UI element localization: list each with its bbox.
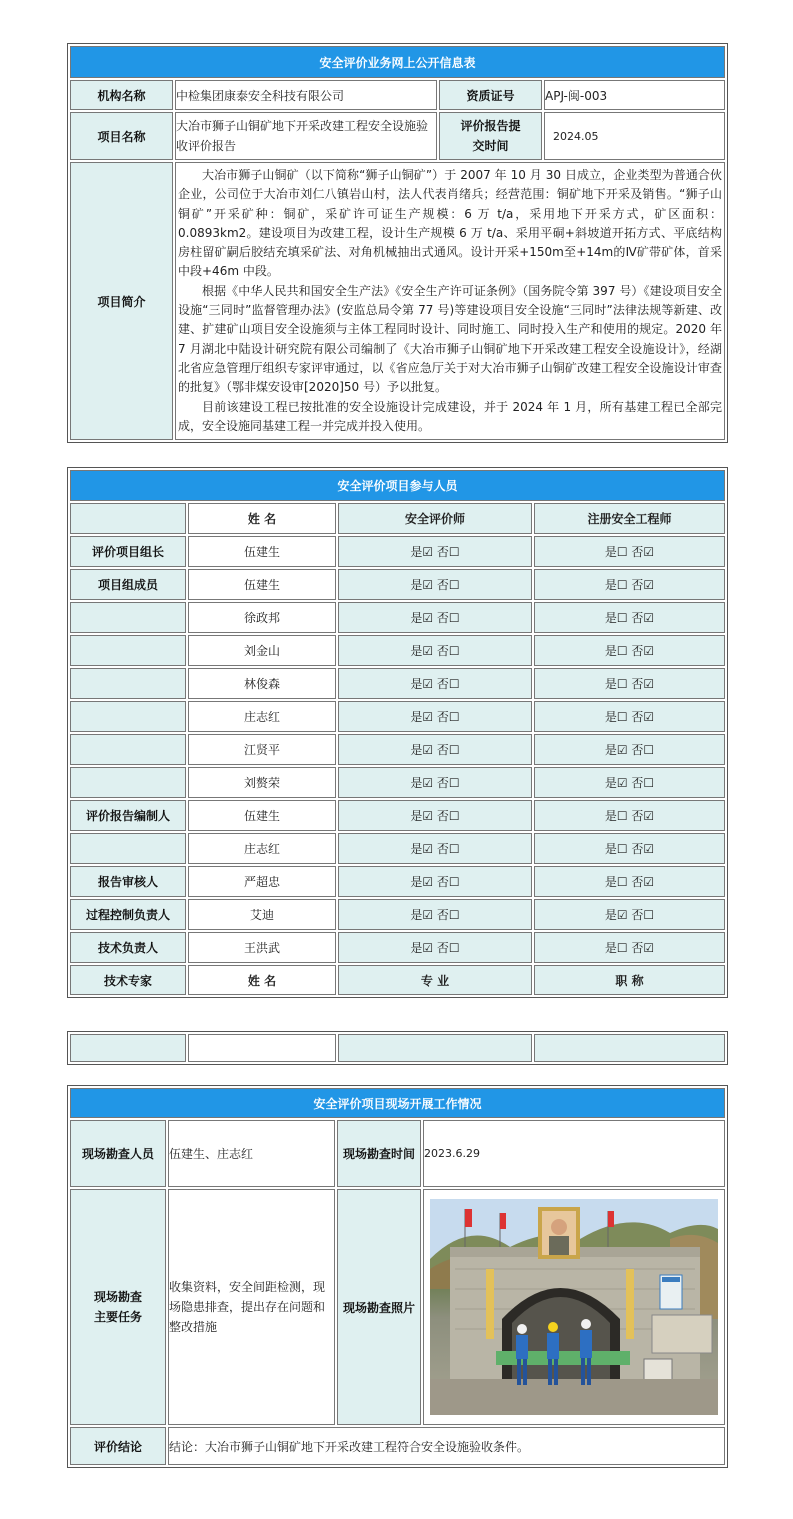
staff-evaluator-check: 是☑ 否☐ xyxy=(338,536,532,567)
staff-evaluator-check: 是☑ 否☐ xyxy=(338,668,532,699)
col-evaluator-header: 安全评价师 xyxy=(338,503,532,534)
staff-role: 报告审核人 xyxy=(70,866,186,897)
info-table xyxy=(67,43,728,443)
staff-name: 伍建生 xyxy=(188,569,336,600)
staff-engineer-check: 是☐ 否☑ xyxy=(534,668,725,699)
staff-role xyxy=(70,701,186,732)
staff-name: 林俊森 xyxy=(188,668,336,699)
staff-engineer-check: 是☐ 否☑ xyxy=(534,569,725,600)
expert-title-header: 职 称 xyxy=(534,965,725,995)
staff-engineer-check: 是☑ 否☐ xyxy=(534,767,725,798)
cert-label: 资质证号 xyxy=(439,80,542,110)
report-time-label: 评价报告提交时间 xyxy=(439,112,542,160)
staff-name: 徐政邦 xyxy=(188,602,336,633)
staff-engineer-check: 是☐ 否☑ xyxy=(534,602,725,633)
project-name-value: 大冶市狮子山铜矿地下开采改建工程安全设施验收评价报告 xyxy=(175,112,437,160)
staff-row xyxy=(70,800,725,831)
cert-value: APJ-闽-003 xyxy=(544,80,725,110)
staff-name: 王洪武 xyxy=(188,932,336,963)
staff-row xyxy=(70,932,725,963)
site-table-title: 安全评价项目现场开展工作情况 xyxy=(70,1088,725,1118)
staff-role: 项目组成员 xyxy=(70,569,186,600)
staff-engineer-check: 是☑ 否☐ xyxy=(534,899,725,930)
staff-role: 评价报告编制人 xyxy=(70,800,186,831)
staff-row xyxy=(70,602,725,633)
staff-evaluator-check: 是☑ 否☐ xyxy=(338,800,532,831)
expert-empty-cell xyxy=(534,1034,725,1062)
intro-text xyxy=(175,162,725,440)
staff-row xyxy=(70,833,725,864)
staff-row xyxy=(70,899,725,930)
site-photo-label: 现场勘查照片 xyxy=(337,1189,421,1425)
staff-row xyxy=(70,701,725,732)
staff-name: 江贤平 xyxy=(188,734,336,765)
staff-engineer-check: 是☐ 否☑ xyxy=(534,536,725,567)
expert-empty-cell xyxy=(338,1034,532,1062)
staff-role xyxy=(70,734,186,765)
staff-row xyxy=(70,668,725,699)
staff-engineer-check: 是☐ 否☑ xyxy=(534,932,725,963)
corner-cell xyxy=(70,503,186,534)
org-name-label: 机构名称 xyxy=(70,80,173,110)
intro-paragraph: 根据《中华人民共和国安全生产法》《安全生产许可证条例》（国务院令第 397 号）《建设项目安全设施“三同时”监督管理办法》(安监总局令第 77 号)等建设项目安全设施“三同时”法律法规等新建、改建、扩建矿山项目安全设施须与主体工程同时设计、同时施工、同时投入生产和使用的规定。2020 年 7 月湖北中陆设计研究院有限公司编制了《大冶市狮子山铜矿地下开采改建工程安全设施设计》，经湖北省应急管理厅组织专家评审通过，以《省应急厅关于对大冶市狮子山铜矿改建工程安全设施设计审查的批复》（鄂非煤安设审[2020]50 号）予以批复。 xyxy=(178,283,722,395)
staff-engineer-check: 是☐ 否☑ xyxy=(534,701,725,732)
site-photo xyxy=(430,1199,718,1415)
staff-row xyxy=(70,635,725,666)
project-name-label: 项目名称 xyxy=(70,112,173,160)
site-photo-cell xyxy=(423,1189,725,1425)
staff-engineer-check: 是☐ 否☑ xyxy=(534,833,725,864)
staff-evaluator-check: 是☑ 否☐ xyxy=(338,602,532,633)
staff-name: 艾迪 xyxy=(188,899,336,930)
expert-empty-cell xyxy=(188,1034,336,1062)
staff-row xyxy=(70,767,725,798)
site-staff-value: 伍建生、庄志红 xyxy=(168,1120,335,1187)
staff-role xyxy=(70,602,186,633)
staff-engineer-check: 是☐ 否☑ xyxy=(534,800,725,831)
staff-name: 伍建生 xyxy=(188,800,336,831)
staff-role xyxy=(70,833,186,864)
staff-role: 技术负责人 xyxy=(70,932,186,963)
site-table xyxy=(67,1085,728,1468)
staff-role: 过程控制负责人 xyxy=(70,899,186,930)
staff-evaluator-check: 是☑ 否☐ xyxy=(338,833,532,864)
col-name-header: 姓 名 xyxy=(188,503,336,534)
staff-evaluator-check: 是☑ 否☐ xyxy=(338,866,532,897)
staff-engineer-check: 是☐ 否☑ xyxy=(534,635,725,666)
staff-role: 评价项目组长 xyxy=(70,536,186,567)
staff-role xyxy=(70,668,186,699)
staff-row xyxy=(70,569,725,600)
info-table-title: 安全评价业务网上公开信息表 xyxy=(70,46,725,78)
expert-table xyxy=(67,1031,728,1065)
staff-name: 刘金山 xyxy=(188,635,336,666)
site-task-value: 收集资料，安全间距检测，现场隐患排查，提出存在问题和整改措施 xyxy=(168,1189,335,1425)
conclusion-value: 结论：大冶市狮子山铜矿地下开采改建工程符合安全设施验收条件。 xyxy=(168,1427,725,1465)
intro-label: 项目简介 xyxy=(70,162,173,440)
site-time-value: 2023.6.29 xyxy=(423,1120,725,1187)
conclusion-label: 评价结论 xyxy=(70,1427,166,1465)
staff-row xyxy=(70,734,725,765)
staff-row xyxy=(70,536,725,567)
staff-name: 严超忠 xyxy=(188,866,336,897)
staff-evaluator-check: 是☑ 否☐ xyxy=(338,767,532,798)
staff-evaluator-check: 是☑ 否☐ xyxy=(338,569,532,600)
staff-engineer-check: 是☑ 否☐ xyxy=(534,734,725,765)
expert-empty-cell xyxy=(70,1034,186,1062)
staff-evaluator-check: 是☑ 否☐ xyxy=(338,734,532,765)
staff-table xyxy=(67,467,728,998)
staff-engineer-check: 是☐ 否☑ xyxy=(534,866,725,897)
expert-major-header: 专 业 xyxy=(338,965,532,995)
site-task-label: 现场勘查主要任务 xyxy=(70,1189,166,1425)
site-staff-label: 现场勘查人员 xyxy=(70,1120,166,1187)
intro-paragraph: 大冶市狮子山铜矿（以下简称“狮子山铜矿”）于 2007 年 10 月 30 日成立，企业类型为普通合伙企业，公司位于大冶市刘仁八镇岩山村，法人代表肖绪兵；经营范围：铜矿地下开采及销售。“狮子山铜矿”开采矿种：铜矿，采矿许可证生产规模：6 万 t/a，采用地下开采方式，矿区面积：0.0893km2。建设项目为改建工程，设计生产规模 6 万 t/a、采用平硐+斜坡道开拓方式、平底结构房柱留矿嗣后胶结充填采矿法、对角机械抽出式通风。设计开采+150m至+14m的Ⅳ矿带矿体，首采中段+46m 中段。 xyxy=(178,168,722,279)
staff-role xyxy=(70,767,186,798)
expert-label: 技术专家 xyxy=(70,965,186,995)
staff-role xyxy=(70,635,186,666)
staff-name: 伍建生 xyxy=(188,536,336,567)
staff-evaluator-check: 是☑ 否☐ xyxy=(338,932,532,963)
col-engineer-header: 注册安全工程师 xyxy=(534,503,725,534)
staff-name: 庄志红 xyxy=(188,833,336,864)
staff-evaluator-check: 是☑ 否☐ xyxy=(338,635,532,666)
staff-name: 刘赘荣 xyxy=(188,767,336,798)
staff-row xyxy=(70,866,725,897)
report-time-value: 2024.05 xyxy=(544,112,725,160)
org-name-value: 中检集团康泰安全科技有限公司 xyxy=(175,80,437,110)
staff-table-title: 安全评价项目参与人员 xyxy=(70,470,725,501)
intro-paragraph: 目前该建设工程已按批准的安全设施设计完成建设，并于 2024 年 1 月，所有基建工程已全部完成，安全设施同基建工程一并完成并投入使用。 xyxy=(178,399,722,433)
staff-name: 庄志红 xyxy=(188,701,336,732)
staff-evaluator-check: 是☑ 否☐ xyxy=(338,701,532,732)
site-time-label: 现场勘查时间 xyxy=(337,1120,421,1187)
expert-name-header: 姓 名 xyxy=(188,965,336,995)
staff-evaluator-check: 是☑ 否☐ xyxy=(338,899,532,930)
